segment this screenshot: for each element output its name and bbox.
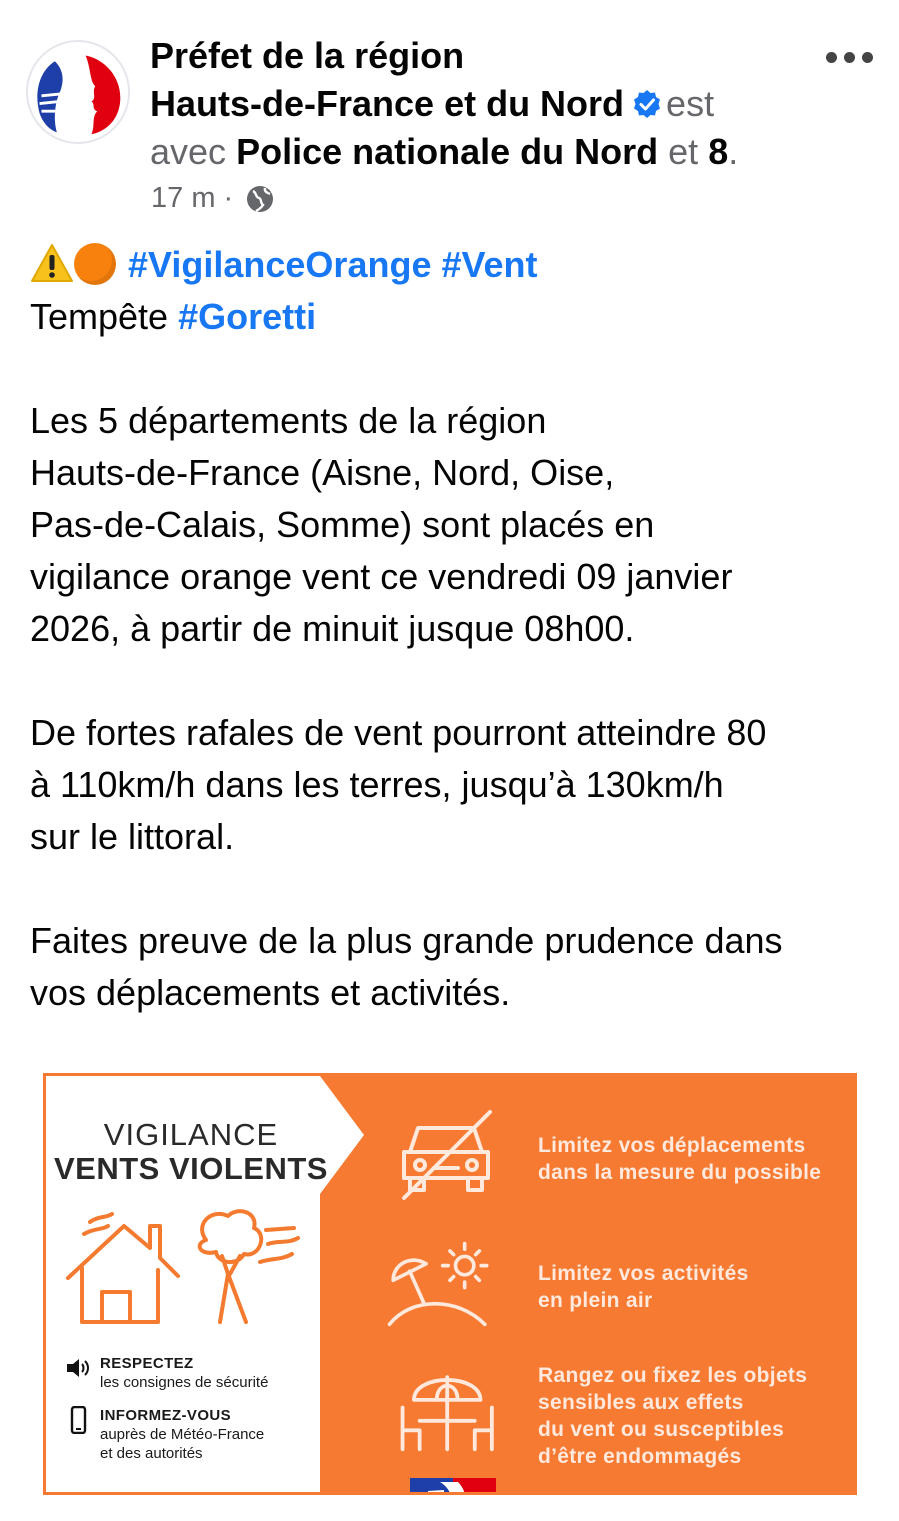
advice-activites [538,1260,848,1314]
advice-line: en plein air [538,1289,653,1312]
more-options-icon [826,52,837,63]
consigne1-text: les consignes de sécurité [100,1374,269,1391]
text-line: Faites preuve de la plus grande prudence dans [30,920,783,961]
advice-line: sensibles aux effets [538,1391,744,1414]
more-options-dot [844,52,855,63]
verified-badge-icon [632,89,662,119]
storm-prefix: Tempête [30,296,169,337]
consigne2-bold: INFORMEZ-VOUS [100,1407,232,1424]
beach-umbrella-sun-icon [384,1236,494,1331]
paragraph-rafales [30,707,870,863]
globe-icon[interactable] [245,184,275,214]
advice-deplacements [538,1132,848,1186]
hashtag-vent[interactable]: #Vent [441,244,538,285]
advice-objets [538,1362,848,1470]
text-line: vigilance orange vent ce vendredi 09 janvier [30,556,733,597]
hashtag-line [30,239,870,291]
text-line: vos déplacements et activités. [30,972,511,1013]
text-line: Les 5 départements de la région [30,400,547,441]
text-line: 2026, à partir de minuit jusque 08h00. [30,608,635,649]
more-options-dot [862,52,873,63]
consigne2-line2: et des autorités [100,1445,203,1462]
smartphone-icon [64,1406,92,1434]
tagged-page-link[interactable]: Police nationale du Nord [236,131,659,172]
speaker-icon [64,1354,92,1382]
hashtag-goretti[interactable]: #Goretti [178,296,317,337]
text-line: sur le littoral. [30,816,235,857]
text-line: Hauts-de-France (Aisne, Nord, Oise, [30,452,615,493]
warning-emoji-icon [30,243,74,283]
meta-separator: · [223,182,234,214]
house-tree-wind-icon [62,1204,302,1326]
advice-line: Limitez vos déplacements [538,1134,806,1157]
consigne1-bold: RESPECTEZ [100,1355,194,1372]
advice-line: d’être endommagés [538,1445,742,1468]
consigne2-line1: auprès de Météo-France [100,1426,265,1443]
text-line: à 110km/h dans les terres, jusqu’à 130km/h [30,764,724,805]
post-meta [151,182,275,215]
hashtag-vigilance-orange[interactable]: #VigilanceOrange [128,244,432,285]
republique-francaise-logo-icon [410,1478,496,1495]
and-word: et [668,131,699,172]
banner-title [46,1118,336,1186]
orange-circle-emoji-icon [74,243,116,285]
with-prefix: est [666,83,715,124]
text-line: Pas-de-Calais, Somme) sont placés en [30,504,655,545]
author-block [150,32,850,176]
advice-line: Limitez vos activités [538,1262,749,1285]
storm-line [30,291,870,343]
post-header [0,0,899,230]
advice-line: du vent ou susceptibles [538,1418,785,1441]
others-count-link[interactable]: 8 [708,131,729,172]
with-word: avec [150,131,227,172]
banner-title-line2: VENTS VIOLENTS [54,1151,328,1186]
author-name-line1[interactable]: Préfet de la région [150,35,465,76]
marianne-logo-icon [28,42,128,142]
vigilance-banner-image[interactable] [43,1073,857,1495]
garden-table-umbrella-icon [396,1360,506,1455]
advice-line: Rangez ou fixez les objets [538,1364,808,1387]
more-options-button[interactable] [820,46,876,70]
banner-title-line1: VIGILANCE [103,1117,279,1152]
paragraph-prudence [30,915,870,1019]
no-car-icon [396,1106,506,1201]
page-avatar[interactable] [26,40,130,144]
period: . [728,131,739,172]
paragraph-departements [30,395,870,655]
author-name-line2[interactable]: Hauts-de-France et du Nord [150,83,625,124]
post-timestamp[interactable]: 17 m [151,182,216,214]
post-body [30,239,870,1019]
text-line: De fortes rafales de vent pourront atteindre 80 [30,712,767,753]
advice-line: dans la mesure du possible [538,1161,822,1184]
